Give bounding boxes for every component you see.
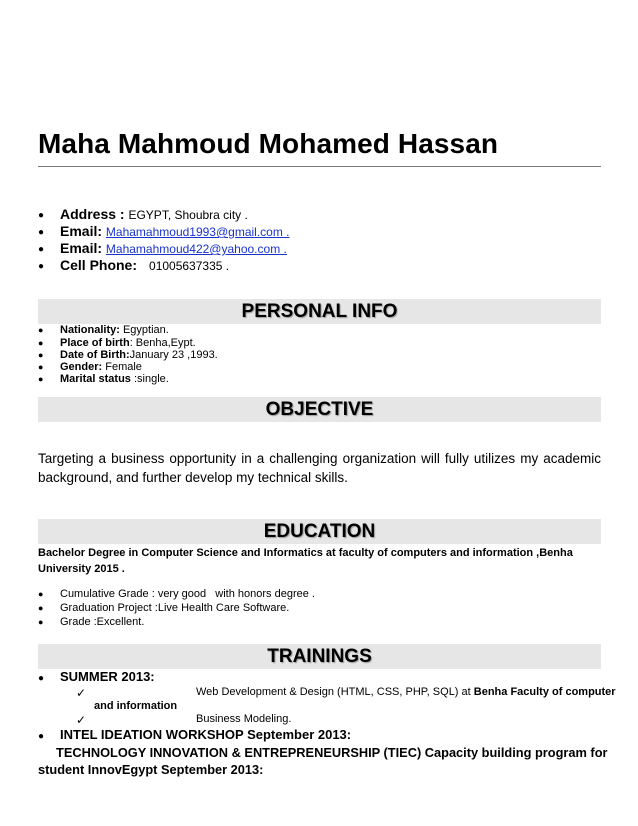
contact-phone (38, 257, 229, 275)
personal-label: Place of birth (60, 337, 130, 349)
section-heading-personal-info: PERSONAL INFO (38, 299, 601, 324)
personal-label: Nationality: (60, 324, 120, 336)
tiec-line-1: TECHNOLOGY INNOVATION & ENTREPRENEURSHIP (TIEC) Capacity building program for (56, 745, 608, 760)
intel-title: INTEL IDEATION WORKSHOP September 2013: (60, 727, 352, 742)
bullet-icon: ● (38, 243, 45, 255)
contact-email-1 (38, 223, 290, 241)
education-item (38, 616, 144, 629)
section-heading-objective: OBJECTIVE (38, 397, 601, 422)
email-link-gmail[interactable]: Mahamahmoud1993@gmail.com . (105, 225, 290, 239)
contact-address (38, 206, 248, 224)
personal-value: : Benha,Eypt. (129, 337, 196, 349)
bullet-icon: ● (38, 731, 45, 742)
training-web-dev (76, 686, 86, 700)
address-label: Address : (60, 206, 129, 222)
web-dev-description: Web Development & Design (HTML, CSS, PHP, SQL) at (196, 686, 474, 698)
business-modeling-text: Business Modeling. (196, 713, 292, 725)
bullet-icon: ● (38, 617, 44, 627)
bullet-icon: ● (38, 362, 44, 372)
education-item-text: Grade :Excellent. (60, 616, 145, 628)
education-item (38, 588, 315, 601)
bullet-icon: ● (38, 226, 45, 238)
section-heading-education: EDUCATION (38, 519, 601, 544)
personal-value: Female (102, 361, 142, 373)
address-value: EGYPT, Shoubra city . (128, 208, 248, 222)
personal-value: January 23 ,1993. (129, 349, 218, 361)
training-intel-workshop (38, 727, 351, 742)
education-item (38, 602, 289, 615)
contact-email-2 (38, 240, 287, 258)
education-item-text: Cumulative Grade : very good with honors degree . (60, 588, 315, 600)
personal-label: Gender: (60, 361, 103, 373)
objective-text: Targeting a business opportunity in a challenging organization will fully utilizes my academic background, and further develop my technical skills. (38, 451, 601, 485)
checkmark-icon: ✓ (76, 713, 87, 727)
web-dev-place-continued: and information (94, 700, 178, 712)
bullet-icon: ● (38, 338, 44, 348)
personal-value: :single. (130, 373, 169, 385)
training-summer-2013 (38, 669, 155, 684)
section-heading-trainings: TRAININGS (38, 644, 601, 669)
education-item-text: Graduation Project :Live Health Care Software. (60, 602, 290, 614)
personal-label: Marital status (60, 373, 131, 385)
training-web-dev-text (196, 686, 616, 698)
phone-value: 01005637335 . (149, 259, 230, 273)
personal-label: Date of Birth: (60, 349, 130, 361)
bullet-icon: ● (38, 209, 45, 221)
personal-item-nationality (38, 324, 169, 337)
bullet-icon: ● (38, 260, 45, 272)
training-business-modeling (76, 713, 86, 727)
email-label: Email: (60, 240, 106, 256)
bullet-icon: ● (38, 589, 44, 599)
checkmark-icon: ✓ (76, 686, 87, 700)
web-dev-place: Benha Faculty of computer (473, 686, 616, 698)
name-divider (38, 166, 601, 167)
candidate-name: Maha Mahmoud Mohamed Hassan (38, 128, 499, 159)
phone-label: Cell Phone: (60, 257, 138, 273)
degree-text: Bachelor Degree in Computer Science and Informatics at faculty of computers and information ,Benha University 2015 . (38, 547, 573, 575)
bullet-icon: ● (38, 325, 44, 335)
bullet-icon: ● (38, 350, 44, 360)
bullet-icon: ● (38, 374, 44, 384)
bullet-icon: ● (38, 603, 44, 613)
training-summer-title: SUMMER 2013: (60, 669, 155, 684)
personal-item-marital-status (38, 373, 169, 386)
tiec-line-2: student InnovEgypt September 2013: (38, 762, 264, 777)
email-label: Email: (60, 223, 106, 239)
personal-value: Egyptian. (119, 324, 169, 336)
email-link-yahoo[interactable]: Mahamahmoud422@yahoo.com . (105, 242, 287, 256)
bullet-icon: ● (38, 673, 45, 684)
